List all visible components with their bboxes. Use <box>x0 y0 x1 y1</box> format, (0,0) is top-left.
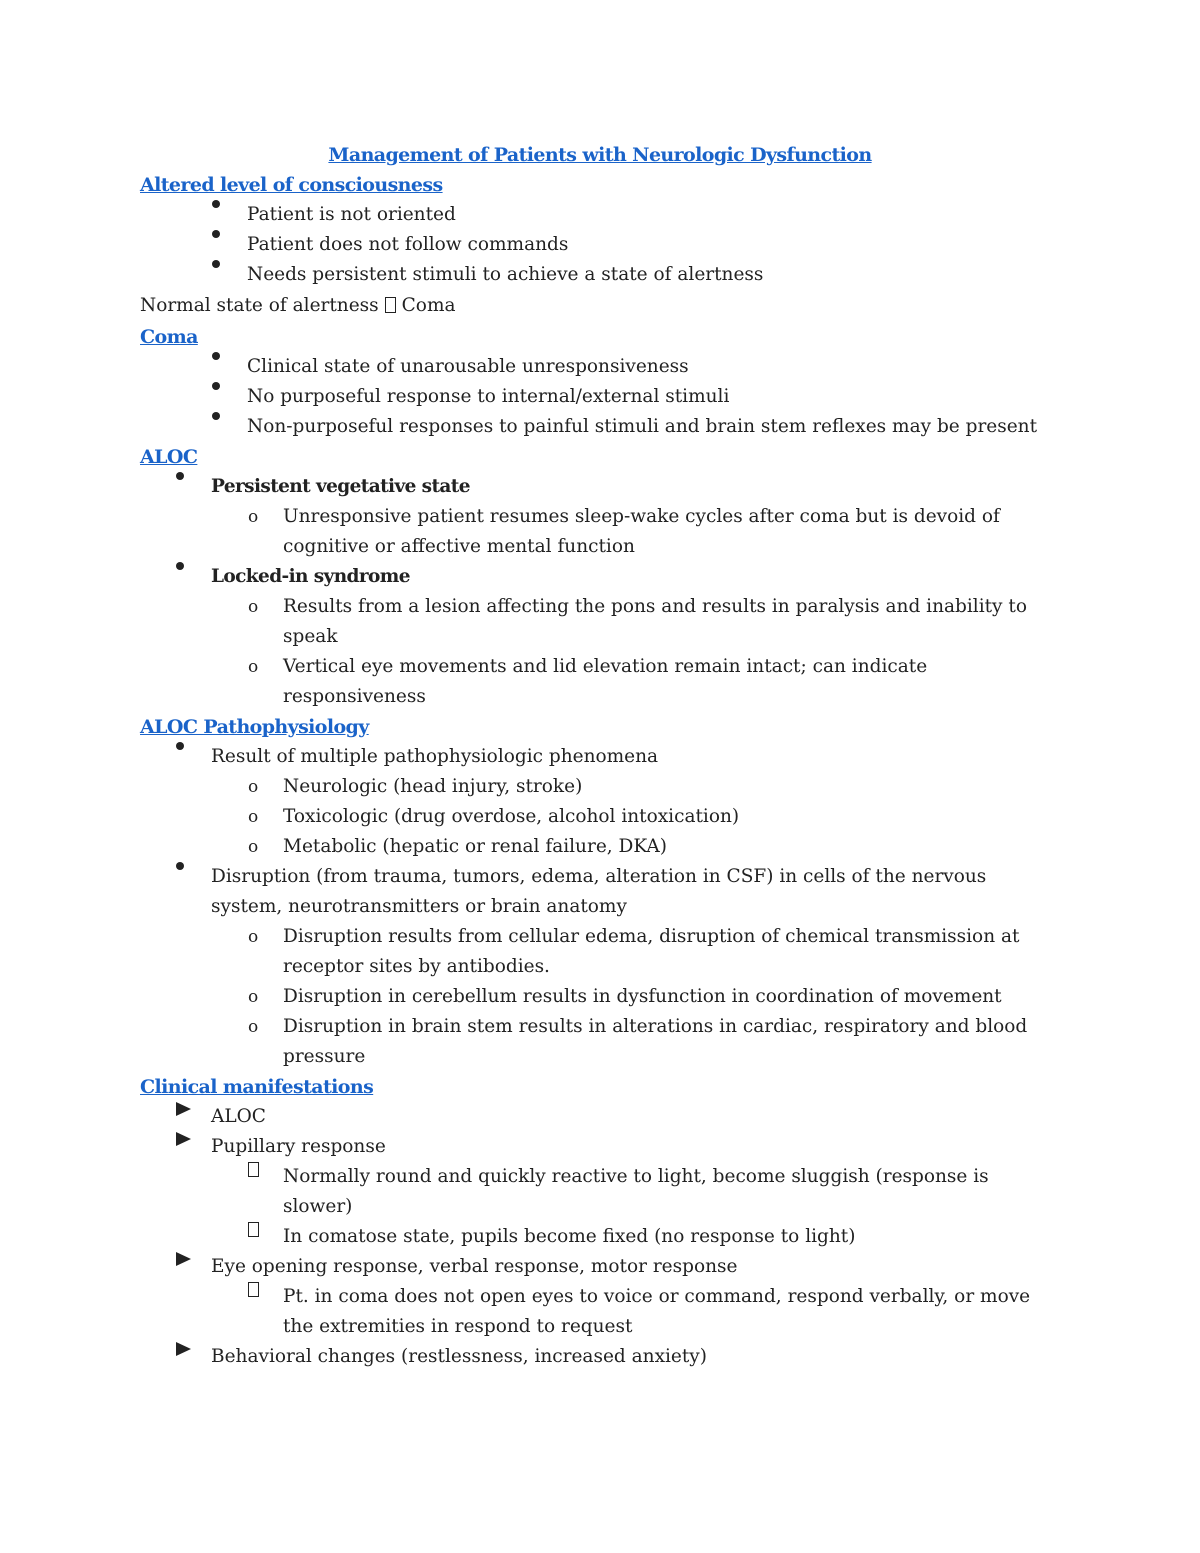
note-left-text: Normal state of alertness <box>140 295 379 316</box>
missing-glyph-icon <box>248 1282 259 1297</box>
list-item-text: ALOC <box>211 1106 266 1127</box>
bullet-dot-icon <box>212 382 220 390</box>
altered-list <box>140 200 1060 290</box>
list-item-text: Needs persistent stimuli to achieve a state of alertness <box>247 264 764 285</box>
bullet-o-icon: o <box>248 597 259 617</box>
bullet-o-icon: o <box>248 807 259 827</box>
arrow-right-icon <box>176 1102 191 1116</box>
bullet-dot-icon <box>176 742 184 750</box>
missing-glyph-icon <box>248 1162 259 1177</box>
bullet-dot-icon <box>212 412 220 420</box>
list-item <box>140 862 1060 922</box>
list-item <box>140 742 1060 772</box>
sub-list-item <box>140 982 1060 1012</box>
sub-list-item <box>140 802 1060 832</box>
list-item-text: Normally round and quickly reactive to light, become sluggish (response is slower) <box>283 1166 989 1217</box>
list-item <box>140 200 1060 230</box>
heading-aloc-pathophysiology: ALOC Pathophysiology <box>140 716 369 738</box>
alertness-note <box>140 290 1060 322</box>
list-item-text: Vertical eye movements and lid elevation remain intact; can indicate responsiveness <box>283 656 928 707</box>
sub-list-item <box>140 832 1060 862</box>
document-content <box>140 140 1060 1372</box>
sub-list-item <box>140 1162 1060 1222</box>
page-title: Management of Patients with Neurologic Dysfunction <box>328 144 872 166</box>
bullet-dot-icon <box>176 862 184 870</box>
list-item-text: Disruption in cerebellum results in dysfunction in coordination of movement <box>283 986 1002 1007</box>
bullet-dot-icon <box>176 472 184 480</box>
missing-glyph-icon <box>248 1222 259 1237</box>
patho-list <box>140 742 1060 1072</box>
list-item <box>140 1102 1060 1132</box>
list-item-pvs <box>140 472 1060 502</box>
bullet-o-icon: o <box>248 837 259 857</box>
heading-coma: Coma <box>140 326 198 348</box>
list-item-text: Persistent vegetative state <box>211 476 470 497</box>
sub-list-item <box>140 1282 1060 1342</box>
list-item-text: In comatose state, pupils become fixed (no response to light) <box>283 1226 856 1247</box>
sub-list-item <box>140 772 1060 802</box>
list-item-text: Disruption in brain stem results in alterations in cardiac, respiratory and blood pressure <box>283 1016 1028 1067</box>
list-item-lis <box>140 562 1060 592</box>
sub-list-item <box>140 652 1060 712</box>
sub-list-item <box>140 502 1060 562</box>
bullet-o-icon: o <box>248 1017 259 1037</box>
sub-list-item <box>140 922 1060 982</box>
bullet-dot-icon <box>212 352 220 360</box>
list-item <box>140 1342 1060 1372</box>
bullet-o-icon: o <box>248 927 259 947</box>
list-item-text: Patient is not oriented <box>247 204 456 225</box>
coma-list <box>140 352 1060 442</box>
bullet-dot-icon <box>176 562 184 570</box>
list-item <box>140 1132 1060 1162</box>
note-right-text: Coma <box>401 295 456 316</box>
list-item-text: Pupillary response <box>211 1136 386 1157</box>
bullet-dot-icon <box>212 200 220 208</box>
sub-list-item <box>140 1222 1060 1252</box>
list-item-text: Clinical state of unarousable unresponsiveness <box>247 356 689 377</box>
heading-clinical-manifestations: Clinical manifestations <box>140 1076 374 1098</box>
list-item <box>140 1252 1060 1282</box>
bullet-dot-icon <box>212 230 220 238</box>
list-item-text: No purposeful response to internal/external stimuli <box>247 386 730 407</box>
arrow-right-icon <box>176 1252 191 1266</box>
list-item-text: Patient does not follow commands <box>247 234 569 255</box>
list-item <box>140 230 1060 260</box>
list-item <box>140 382 1060 412</box>
list-item-text: Result of multiple pathophysiologic phenomena <box>211 746 659 767</box>
list-item-text: Disruption results from cellular edema, disruption of chemical transmission at receptor sites by antibodies. <box>283 926 1020 977</box>
list-item-text: Results from a lesion affecting the pons and results in paralysis and inability to speak <box>283 596 1027 647</box>
list-item-text: Eye opening response, verbal response, motor response <box>211 1256 738 1277</box>
bullet-o-icon: o <box>248 987 259 1007</box>
sub-list-item <box>140 1012 1060 1072</box>
heading-aloc: ALOC <box>140 446 198 468</box>
list-item <box>140 352 1060 382</box>
missing-glyph-icon <box>385 297 396 313</box>
bullet-dot-icon <box>212 260 220 268</box>
clinical-list <box>140 1102 1060 1372</box>
list-item-text: Neurologic (head injury, stroke) <box>283 776 583 797</box>
list-item-text: Non-purposeful responses to painful stimuli and brain stem reflexes may be present <box>247 416 1038 437</box>
list-item-text: Behavioral changes (restlessness, increased anxiety) <box>211 1346 707 1367</box>
list-item <box>140 412 1060 442</box>
list-item-text: Toxicologic (drug overdose, alcohol intoxication) <box>283 806 740 827</box>
arrow-right-icon <box>176 1342 191 1356</box>
sub-list-item <box>140 592 1060 652</box>
aloc-list <box>140 472 1060 712</box>
list-item-text: Metabolic (hepatic or renal failure, DKA) <box>283 836 668 857</box>
list-item-text: Locked-in syndrome <box>211 566 410 587</box>
bullet-o-icon: o <box>248 777 259 797</box>
list-item-text: Unresponsive patient resumes sleep-wake cycles after coma but is devoid of cognitive or affective mental function <box>283 506 1000 557</box>
list-item <box>140 260 1060 290</box>
list-item-text: Disruption (from trauma, tumors, edema, alteration in CSF) in cells of the nervous system, neurotransmitters or brain anatomy <box>211 866 987 917</box>
list-item-text: Pt. in coma does not open eyes to voice or command, respond verbally, or move the extremities in respond to request <box>283 1286 1031 1337</box>
bullet-o-icon: o <box>248 657 259 677</box>
arrow-right-icon <box>176 1132 191 1146</box>
heading-altered-consciousness: Altered level of consciousness <box>140 174 443 196</box>
bullet-o-icon: o <box>248 507 259 527</box>
